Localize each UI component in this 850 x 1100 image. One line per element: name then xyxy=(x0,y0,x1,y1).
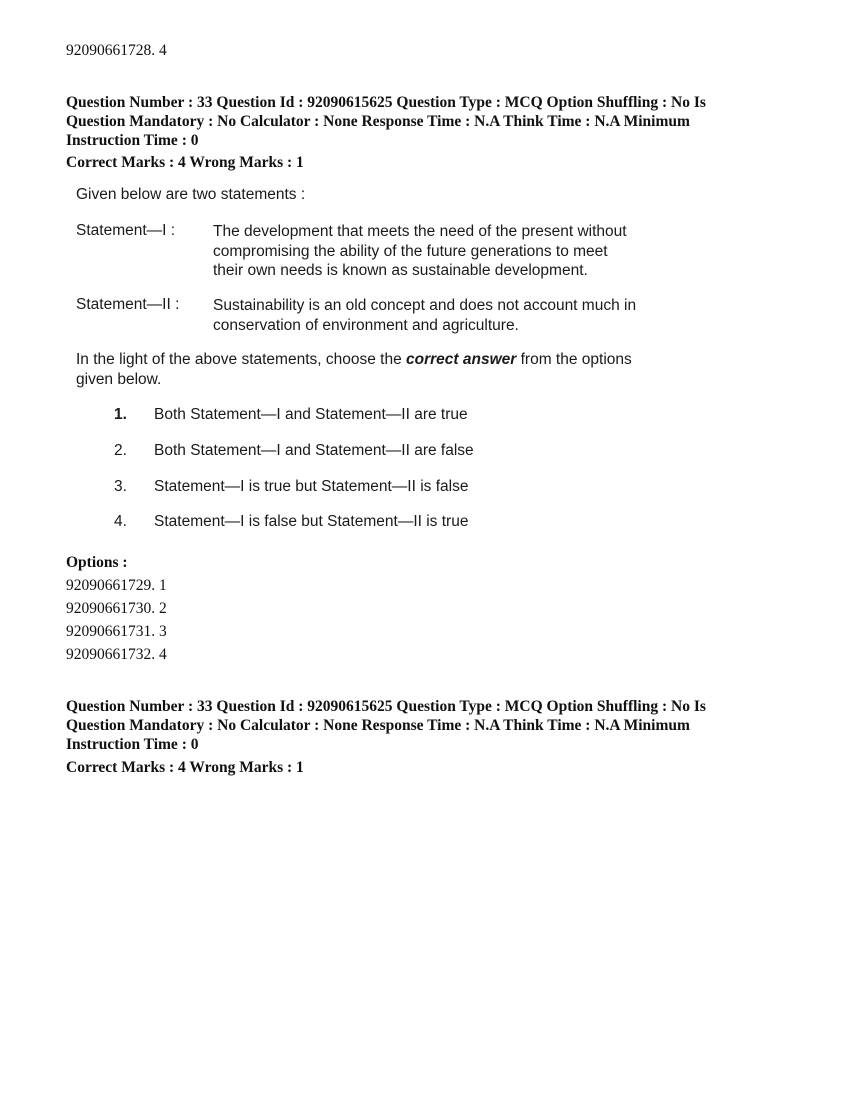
choice-text: Statement—I is true but Statement—II is false xyxy=(154,478,469,495)
option-id: 92090661731. 3 xyxy=(66,623,167,640)
statement-line: compromising the ability of the future generations to meet xyxy=(213,242,608,260)
question-meta-line: Question Number : 33 Question Id : 92090615625 Question Type : MCQ Option Shuffling : No Is xyxy=(66,698,706,715)
choice-text: Both Statement—I and Statement—II are true xyxy=(154,406,468,423)
question-meta-line: Question Number : 33 Question Id : 92090615625 Question Type : MCQ Option Shuffling : No Is xyxy=(66,94,706,111)
option-id: 92090661729. 1 xyxy=(66,577,167,594)
statement-line: The development that meets the need of the present without xyxy=(213,223,627,240)
statement-line: Sustainability is an old concept and does not account much in xyxy=(213,297,637,314)
question-instruction xyxy=(76,350,676,390)
instruction-emphasis: correct answer xyxy=(406,351,517,368)
question-meta-line: Question Mandatory : No Calculator : None Response Time : N.A Think Time : N.A Minimum xyxy=(66,113,690,130)
answer-choice xyxy=(114,442,474,460)
choice-text: Both Statement—I and Statement—II are false xyxy=(154,442,474,459)
question-meta xyxy=(66,93,766,150)
question-intro: Given below are two statements : xyxy=(76,186,306,203)
question-marks: Correct Marks : 4 Wrong Marks : 1 xyxy=(66,154,304,171)
question-content-image xyxy=(66,182,676,542)
option-id: 92090661730. 2 xyxy=(66,600,167,617)
answer-choice xyxy=(114,478,468,496)
previous-option-id: 92090661728. 4 xyxy=(66,42,167,59)
instruction-text: given below. xyxy=(76,371,162,388)
question-meta-line: Instruction Time : 0 xyxy=(66,132,199,149)
question-meta-line: Question Mandatory : No Calculator : None Response Time : N.A Think Time : N.A Minimum xyxy=(66,717,690,734)
option-id: 92090661732. 4 xyxy=(66,646,167,663)
question-meta-line: Instruction Time : 0 xyxy=(66,736,199,753)
choice-text: Statement—I is false but Statement—II is true xyxy=(154,513,469,530)
statement-text xyxy=(213,296,663,335)
choice-number: 2. xyxy=(114,442,127,459)
statement-line: their own needs is known as sustainable development. xyxy=(213,262,588,279)
answer-choice xyxy=(114,513,468,531)
instruction-text: In the light of the above statements, choose the xyxy=(76,351,407,368)
answer-choice xyxy=(114,406,468,424)
choice-number: 1. xyxy=(114,406,127,423)
question-meta xyxy=(66,697,766,754)
statement-text xyxy=(213,222,663,281)
statement-label: Statement—I : xyxy=(76,222,176,239)
options-heading: Options : xyxy=(66,554,128,571)
instruction-text: from the options xyxy=(516,351,632,368)
statement-label: Statement—II : xyxy=(76,296,180,313)
question-marks: Correct Marks : 4 Wrong Marks : 1 xyxy=(66,759,304,776)
statement-line: conservation of environment and agriculture. xyxy=(213,316,519,334)
choice-number: 3. xyxy=(114,478,127,495)
choice-number: 4. xyxy=(114,513,127,530)
